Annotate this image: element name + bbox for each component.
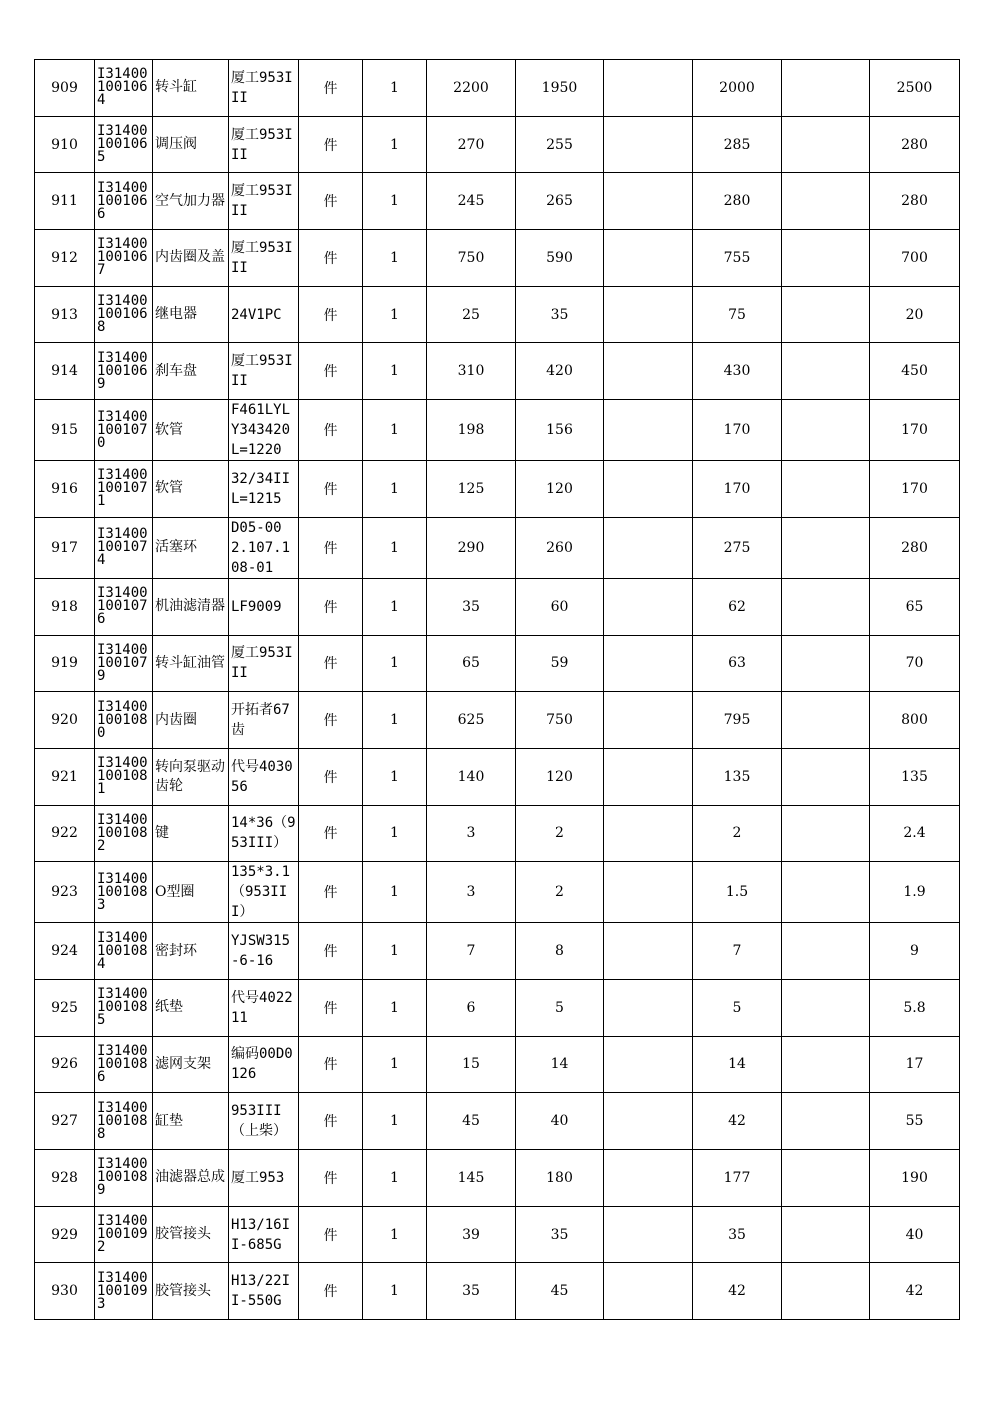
price-4-cell: 75	[693, 286, 782, 343]
price-6-cell: 2500	[870, 60, 960, 117]
quantity-cell: 1	[363, 1036, 427, 1093]
unit-cell: 件	[299, 748, 363, 805]
item-spec-cell: 厦工953III	[229, 635, 299, 692]
quantity-cell: 1	[363, 862, 427, 923]
unit-cell: 件	[299, 343, 363, 400]
price-3-cell	[604, 1263, 693, 1320]
table-row	[35, 1036, 960, 1093]
price-3-cell	[604, 400, 693, 461]
price-1-cell: 35	[427, 1263, 516, 1320]
quantity-cell: 1	[363, 116, 427, 173]
price-1-cell: 290	[427, 517, 516, 578]
row-number-cell: 911	[35, 173, 95, 230]
price-4-cell: 755	[693, 230, 782, 287]
item-spec-cell: 厦工953III	[229, 60, 299, 117]
table-row	[35, 635, 960, 692]
item-code-cell: I31400100108 5	[95, 979, 153, 1036]
row-number-cell: 922	[35, 805, 95, 862]
price-4-cell: 63	[693, 635, 782, 692]
price-6-cell: 2.4	[870, 805, 960, 862]
item-spec-cell: 32/34II L=1215	[229, 461, 299, 518]
row-number-cell: 917	[35, 517, 95, 578]
unit-cell: 件	[299, 923, 363, 980]
price-3-cell	[604, 461, 693, 518]
price-6-cell: 190	[870, 1150, 960, 1207]
quantity-cell: 1	[363, 1150, 427, 1207]
price-4-cell: 135	[693, 748, 782, 805]
price-3-cell	[604, 1093, 693, 1150]
price-3-cell	[604, 230, 693, 287]
unit-cell: 件	[299, 1263, 363, 1320]
price-3-cell	[604, 578, 693, 635]
quantity-cell: 1	[363, 60, 427, 117]
item-spec-cell: 厦工953III	[229, 116, 299, 173]
item-code-cell: I31400100106 9	[95, 343, 153, 400]
table-row	[35, 60, 960, 117]
price-2-cell: 60	[516, 578, 604, 635]
price-5-cell	[782, 116, 870, 173]
item-code-cell: I31400100106 8	[95, 286, 153, 343]
price-4-cell: 62	[693, 578, 782, 635]
item-name-cell: 缸垫	[153, 1093, 229, 1150]
row-number-cell: 930	[35, 1263, 95, 1320]
price-2-cell: 5	[516, 979, 604, 1036]
price-1-cell: 45	[427, 1093, 516, 1150]
unit-cell: 件	[299, 173, 363, 230]
quantity-cell: 1	[363, 923, 427, 980]
item-name-cell: 密封环	[153, 923, 229, 980]
price-2-cell: 8	[516, 923, 604, 980]
row-number-cell: 910	[35, 116, 95, 173]
price-3-cell	[604, 517, 693, 578]
price-6-cell: 1.9	[870, 862, 960, 923]
item-code-cell: I31400100109 2	[95, 1206, 153, 1263]
table-row	[35, 1206, 960, 1263]
price-6-cell: 170	[870, 400, 960, 461]
price-2-cell: 750	[516, 692, 604, 749]
item-spec-cell: H13/16II-685G	[229, 1206, 299, 1263]
price-4-cell: 7	[693, 923, 782, 980]
item-spec-cell: 开拓者67齿	[229, 692, 299, 749]
price-5-cell	[782, 1263, 870, 1320]
item-name-cell: 胶管接头	[153, 1206, 229, 1263]
item-spec-cell: H13/22II-550G	[229, 1263, 299, 1320]
row-number-cell: 927	[35, 1093, 95, 1150]
price-5-cell	[782, 923, 870, 980]
table-row	[35, 116, 960, 173]
table-row	[35, 173, 960, 230]
price-1-cell: 2200	[427, 60, 516, 117]
item-code-cell: I31400100108 4	[95, 923, 153, 980]
row-number-cell: 925	[35, 979, 95, 1036]
price-6-cell: 800	[870, 692, 960, 749]
price-5-cell	[782, 862, 870, 923]
price-4-cell: 42	[693, 1263, 782, 1320]
price-1-cell: 310	[427, 343, 516, 400]
price-5-cell	[782, 1036, 870, 1093]
price-1-cell: 3	[427, 805, 516, 862]
price-4-cell: 285	[693, 116, 782, 173]
table-row	[35, 230, 960, 287]
table-row	[35, 923, 960, 980]
unit-cell: 件	[299, 116, 363, 173]
price-3-cell	[604, 60, 693, 117]
item-name-cell: 继电器	[153, 286, 229, 343]
price-4-cell: 1.5	[693, 862, 782, 923]
price-2-cell: 260	[516, 517, 604, 578]
price-1-cell: 750	[427, 230, 516, 287]
item-code-cell: I31400100106 4	[95, 60, 153, 117]
item-code-cell: I31400100107 6	[95, 578, 153, 635]
price-1-cell: 145	[427, 1150, 516, 1207]
quantity-cell: 1	[363, 230, 427, 287]
table-row	[35, 578, 960, 635]
price-6-cell: 40	[870, 1206, 960, 1263]
unit-cell: 件	[299, 979, 363, 1036]
row-number-cell: 916	[35, 461, 95, 518]
unit-cell: 件	[299, 862, 363, 923]
item-spec-cell: 代号402211	[229, 979, 299, 1036]
row-number-cell: 920	[35, 692, 95, 749]
item-spec-cell: 厦工953III	[229, 173, 299, 230]
table-row	[35, 805, 960, 862]
quantity-cell: 1	[363, 517, 427, 578]
table-row	[35, 692, 960, 749]
price-2-cell: 255	[516, 116, 604, 173]
price-2-cell: 420	[516, 343, 604, 400]
price-3-cell	[604, 979, 693, 1036]
row-number-cell: 926	[35, 1036, 95, 1093]
price-1-cell: 39	[427, 1206, 516, 1263]
item-code-cell: I31400100108 6	[95, 1036, 153, 1093]
price-2-cell: 590	[516, 230, 604, 287]
price-6-cell: 700	[870, 230, 960, 287]
item-name-cell: 软管	[153, 461, 229, 518]
price-5-cell	[782, 578, 870, 635]
row-number-cell: 909	[35, 60, 95, 117]
price-4-cell: 170	[693, 461, 782, 518]
price-4-cell: 35	[693, 1206, 782, 1263]
price-6-cell: 450	[870, 343, 960, 400]
price-4-cell: 14	[693, 1036, 782, 1093]
unit-cell: 件	[299, 230, 363, 287]
item-spec-cell: YJSW315-6-16	[229, 923, 299, 980]
price-1-cell: 35	[427, 578, 516, 635]
price-5-cell	[782, 1093, 870, 1150]
price-5-cell	[782, 692, 870, 749]
quantity-cell: 1	[363, 692, 427, 749]
price-6-cell: 170	[870, 461, 960, 518]
item-name-cell: O型圈	[153, 862, 229, 923]
price-3-cell	[604, 286, 693, 343]
price-2-cell: 45	[516, 1263, 604, 1320]
price-1-cell: 140	[427, 748, 516, 805]
item-code-cell: I31400100108 3	[95, 862, 153, 923]
item-name-cell: 滤网支架	[153, 1036, 229, 1093]
price-6-cell: 280	[870, 116, 960, 173]
price-2-cell: 120	[516, 748, 604, 805]
quantity-cell: 1	[363, 979, 427, 1036]
quantity-cell: 1	[363, 461, 427, 518]
price-1-cell: 15	[427, 1036, 516, 1093]
unit-cell: 件	[299, 461, 363, 518]
price-1-cell: 625	[427, 692, 516, 749]
price-5-cell	[782, 286, 870, 343]
price-5-cell	[782, 461, 870, 518]
price-3-cell	[604, 805, 693, 862]
quantity-cell: 1	[363, 343, 427, 400]
price-3-cell	[604, 862, 693, 923]
price-4-cell: 795	[693, 692, 782, 749]
price-5-cell	[782, 400, 870, 461]
price-4-cell: 280	[693, 173, 782, 230]
table-row	[35, 343, 960, 400]
price-4-cell: 2	[693, 805, 782, 862]
item-spec-cell: 厦工953III	[229, 343, 299, 400]
item-spec-cell: LF9009	[229, 578, 299, 635]
price-3-cell	[604, 173, 693, 230]
price-6-cell: 70	[870, 635, 960, 692]
item-code-cell: I31400100108 0	[95, 692, 153, 749]
price-2-cell: 35	[516, 1206, 604, 1263]
table-row	[35, 461, 960, 518]
row-number-cell: 915	[35, 400, 95, 461]
item-spec-cell: 厦工953III	[229, 230, 299, 287]
unit-cell: 件	[299, 1206, 363, 1263]
price-6-cell: 5.8	[870, 979, 960, 1036]
table-row	[35, 979, 960, 1036]
row-number-cell: 921	[35, 748, 95, 805]
item-name-cell: 转斗缸油管	[153, 635, 229, 692]
parts-price-table	[34, 59, 960, 1320]
price-3-cell	[604, 1206, 693, 1263]
item-code-cell: I31400100108 8	[95, 1093, 153, 1150]
row-number-cell: 912	[35, 230, 95, 287]
item-code-cell: I31400100108 9	[95, 1150, 153, 1207]
unit-cell: 件	[299, 286, 363, 343]
price-5-cell	[782, 805, 870, 862]
price-3-cell	[604, 116, 693, 173]
item-name-cell: 纸垫	[153, 979, 229, 1036]
unit-cell: 件	[299, 1093, 363, 1150]
price-4-cell: 5	[693, 979, 782, 1036]
price-1-cell: 198	[427, 400, 516, 461]
item-spec-cell: 953III（上柴）	[229, 1093, 299, 1150]
item-code-cell: I31400100107 9	[95, 635, 153, 692]
item-name-cell: 内齿圈	[153, 692, 229, 749]
table-row	[35, 1150, 960, 1207]
item-spec-cell: D05-002.107.108-01	[229, 517, 299, 578]
price-3-cell	[604, 343, 693, 400]
unit-cell: 件	[299, 635, 363, 692]
item-code-cell: I31400100108 1	[95, 748, 153, 805]
price-1-cell: 7	[427, 923, 516, 980]
item-spec-cell: 24V1PC	[229, 286, 299, 343]
quantity-cell: 1	[363, 173, 427, 230]
price-1-cell: 6	[427, 979, 516, 1036]
price-2-cell: 180	[516, 1150, 604, 1207]
price-4-cell: 177	[693, 1150, 782, 1207]
item-name-cell: 胶管接头	[153, 1263, 229, 1320]
price-2-cell: 1950	[516, 60, 604, 117]
price-6-cell: 9	[870, 923, 960, 980]
unit-cell: 件	[299, 1150, 363, 1207]
item-code-cell: I31400100107 1	[95, 461, 153, 518]
table-row	[35, 862, 960, 923]
item-spec-cell: F461LYLY343420L=1220	[229, 400, 299, 461]
item-spec-cell: 14*36（953III）	[229, 805, 299, 862]
unit-cell: 件	[299, 517, 363, 578]
table-body	[35, 60, 960, 1320]
item-name-cell: 调压阀	[153, 116, 229, 173]
price-2-cell: 14	[516, 1036, 604, 1093]
row-number-cell: 924	[35, 923, 95, 980]
quantity-cell: 1	[363, 805, 427, 862]
quantity-cell: 1	[363, 748, 427, 805]
item-code-cell: I31400100106 7	[95, 230, 153, 287]
item-spec-cell: 厦工953	[229, 1150, 299, 1207]
price-3-cell	[604, 692, 693, 749]
row-number-cell: 929	[35, 1206, 95, 1263]
price-6-cell: 280	[870, 517, 960, 578]
price-5-cell	[782, 343, 870, 400]
price-3-cell	[604, 1036, 693, 1093]
price-6-cell: 42	[870, 1263, 960, 1320]
item-name-cell: 空气加力器	[153, 173, 229, 230]
price-4-cell: 42	[693, 1093, 782, 1150]
table-row	[35, 400, 960, 461]
price-5-cell	[782, 748, 870, 805]
item-spec-cell: 编码00D0126	[229, 1036, 299, 1093]
table-row	[35, 748, 960, 805]
row-number-cell: 913	[35, 286, 95, 343]
price-6-cell: 20	[870, 286, 960, 343]
item-spec-cell: 代号403056	[229, 748, 299, 805]
price-4-cell: 170	[693, 400, 782, 461]
item-code-cell: I31400100109 3	[95, 1263, 153, 1320]
price-3-cell	[604, 748, 693, 805]
price-1-cell: 245	[427, 173, 516, 230]
price-6-cell: 65	[870, 578, 960, 635]
row-number-cell: 923	[35, 862, 95, 923]
unit-cell: 件	[299, 1036, 363, 1093]
unit-cell: 件	[299, 400, 363, 461]
item-name-cell: 转向泵驱动齿轮	[153, 748, 229, 805]
unit-cell: 件	[299, 692, 363, 749]
table-row	[35, 517, 960, 578]
price-1-cell: 65	[427, 635, 516, 692]
item-name-cell: 软管	[153, 400, 229, 461]
table-row	[35, 286, 960, 343]
quantity-cell: 1	[363, 1263, 427, 1320]
item-name-cell: 转斗缸	[153, 60, 229, 117]
item-name-cell: 内齿圈及盖	[153, 230, 229, 287]
item-code-cell: I31400100107 4	[95, 517, 153, 578]
row-number-cell: 914	[35, 343, 95, 400]
quantity-cell: 1	[363, 635, 427, 692]
unit-cell: 件	[299, 578, 363, 635]
price-1-cell: 125	[427, 461, 516, 518]
price-3-cell	[604, 923, 693, 980]
price-4-cell: 2000	[693, 60, 782, 117]
row-number-cell: 928	[35, 1150, 95, 1207]
unit-cell: 件	[299, 60, 363, 117]
quantity-cell: 1	[363, 578, 427, 635]
price-2-cell: 120	[516, 461, 604, 518]
price-2-cell: 59	[516, 635, 604, 692]
item-name-cell: 键	[153, 805, 229, 862]
item-name-cell: 机油滤清器	[153, 578, 229, 635]
price-5-cell	[782, 1150, 870, 1207]
item-code-cell: I31400100106 6	[95, 173, 153, 230]
item-name-cell: 油滤器总成	[153, 1150, 229, 1207]
price-5-cell	[782, 173, 870, 230]
price-5-cell	[782, 230, 870, 287]
item-code-cell: I31400100108 2	[95, 805, 153, 862]
price-5-cell	[782, 979, 870, 1036]
price-1-cell: 25	[427, 286, 516, 343]
price-6-cell: 55	[870, 1093, 960, 1150]
price-3-cell	[604, 1150, 693, 1207]
price-4-cell: 275	[693, 517, 782, 578]
item-code-cell: I31400100106 5	[95, 116, 153, 173]
price-5-cell	[782, 635, 870, 692]
quantity-cell: 1	[363, 1093, 427, 1150]
price-5-cell	[782, 1206, 870, 1263]
quantity-cell: 1	[363, 286, 427, 343]
price-6-cell: 135	[870, 748, 960, 805]
price-6-cell: 280	[870, 173, 960, 230]
row-number-cell: 918	[35, 578, 95, 635]
price-2-cell: 40	[516, 1093, 604, 1150]
table-row	[35, 1093, 960, 1150]
item-name-cell: 活塞环	[153, 517, 229, 578]
row-number-cell: 919	[35, 635, 95, 692]
item-spec-cell: 135*3.1（953III）	[229, 862, 299, 923]
price-5-cell	[782, 517, 870, 578]
price-2-cell: 35	[516, 286, 604, 343]
price-4-cell: 430	[693, 343, 782, 400]
quantity-cell: 1	[363, 400, 427, 461]
price-2-cell: 2	[516, 862, 604, 923]
item-name-cell: 刹车盘	[153, 343, 229, 400]
table-row	[35, 1263, 960, 1320]
price-5-cell	[782, 60, 870, 117]
price-6-cell: 17	[870, 1036, 960, 1093]
quantity-cell: 1	[363, 1206, 427, 1263]
unit-cell: 件	[299, 805, 363, 862]
item-code-cell: I31400100107 0	[95, 400, 153, 461]
price-2-cell: 2	[516, 805, 604, 862]
price-1-cell: 3	[427, 862, 516, 923]
price-2-cell: 156	[516, 400, 604, 461]
price-2-cell: 265	[516, 173, 604, 230]
price-3-cell	[604, 635, 693, 692]
price-1-cell: 270	[427, 116, 516, 173]
